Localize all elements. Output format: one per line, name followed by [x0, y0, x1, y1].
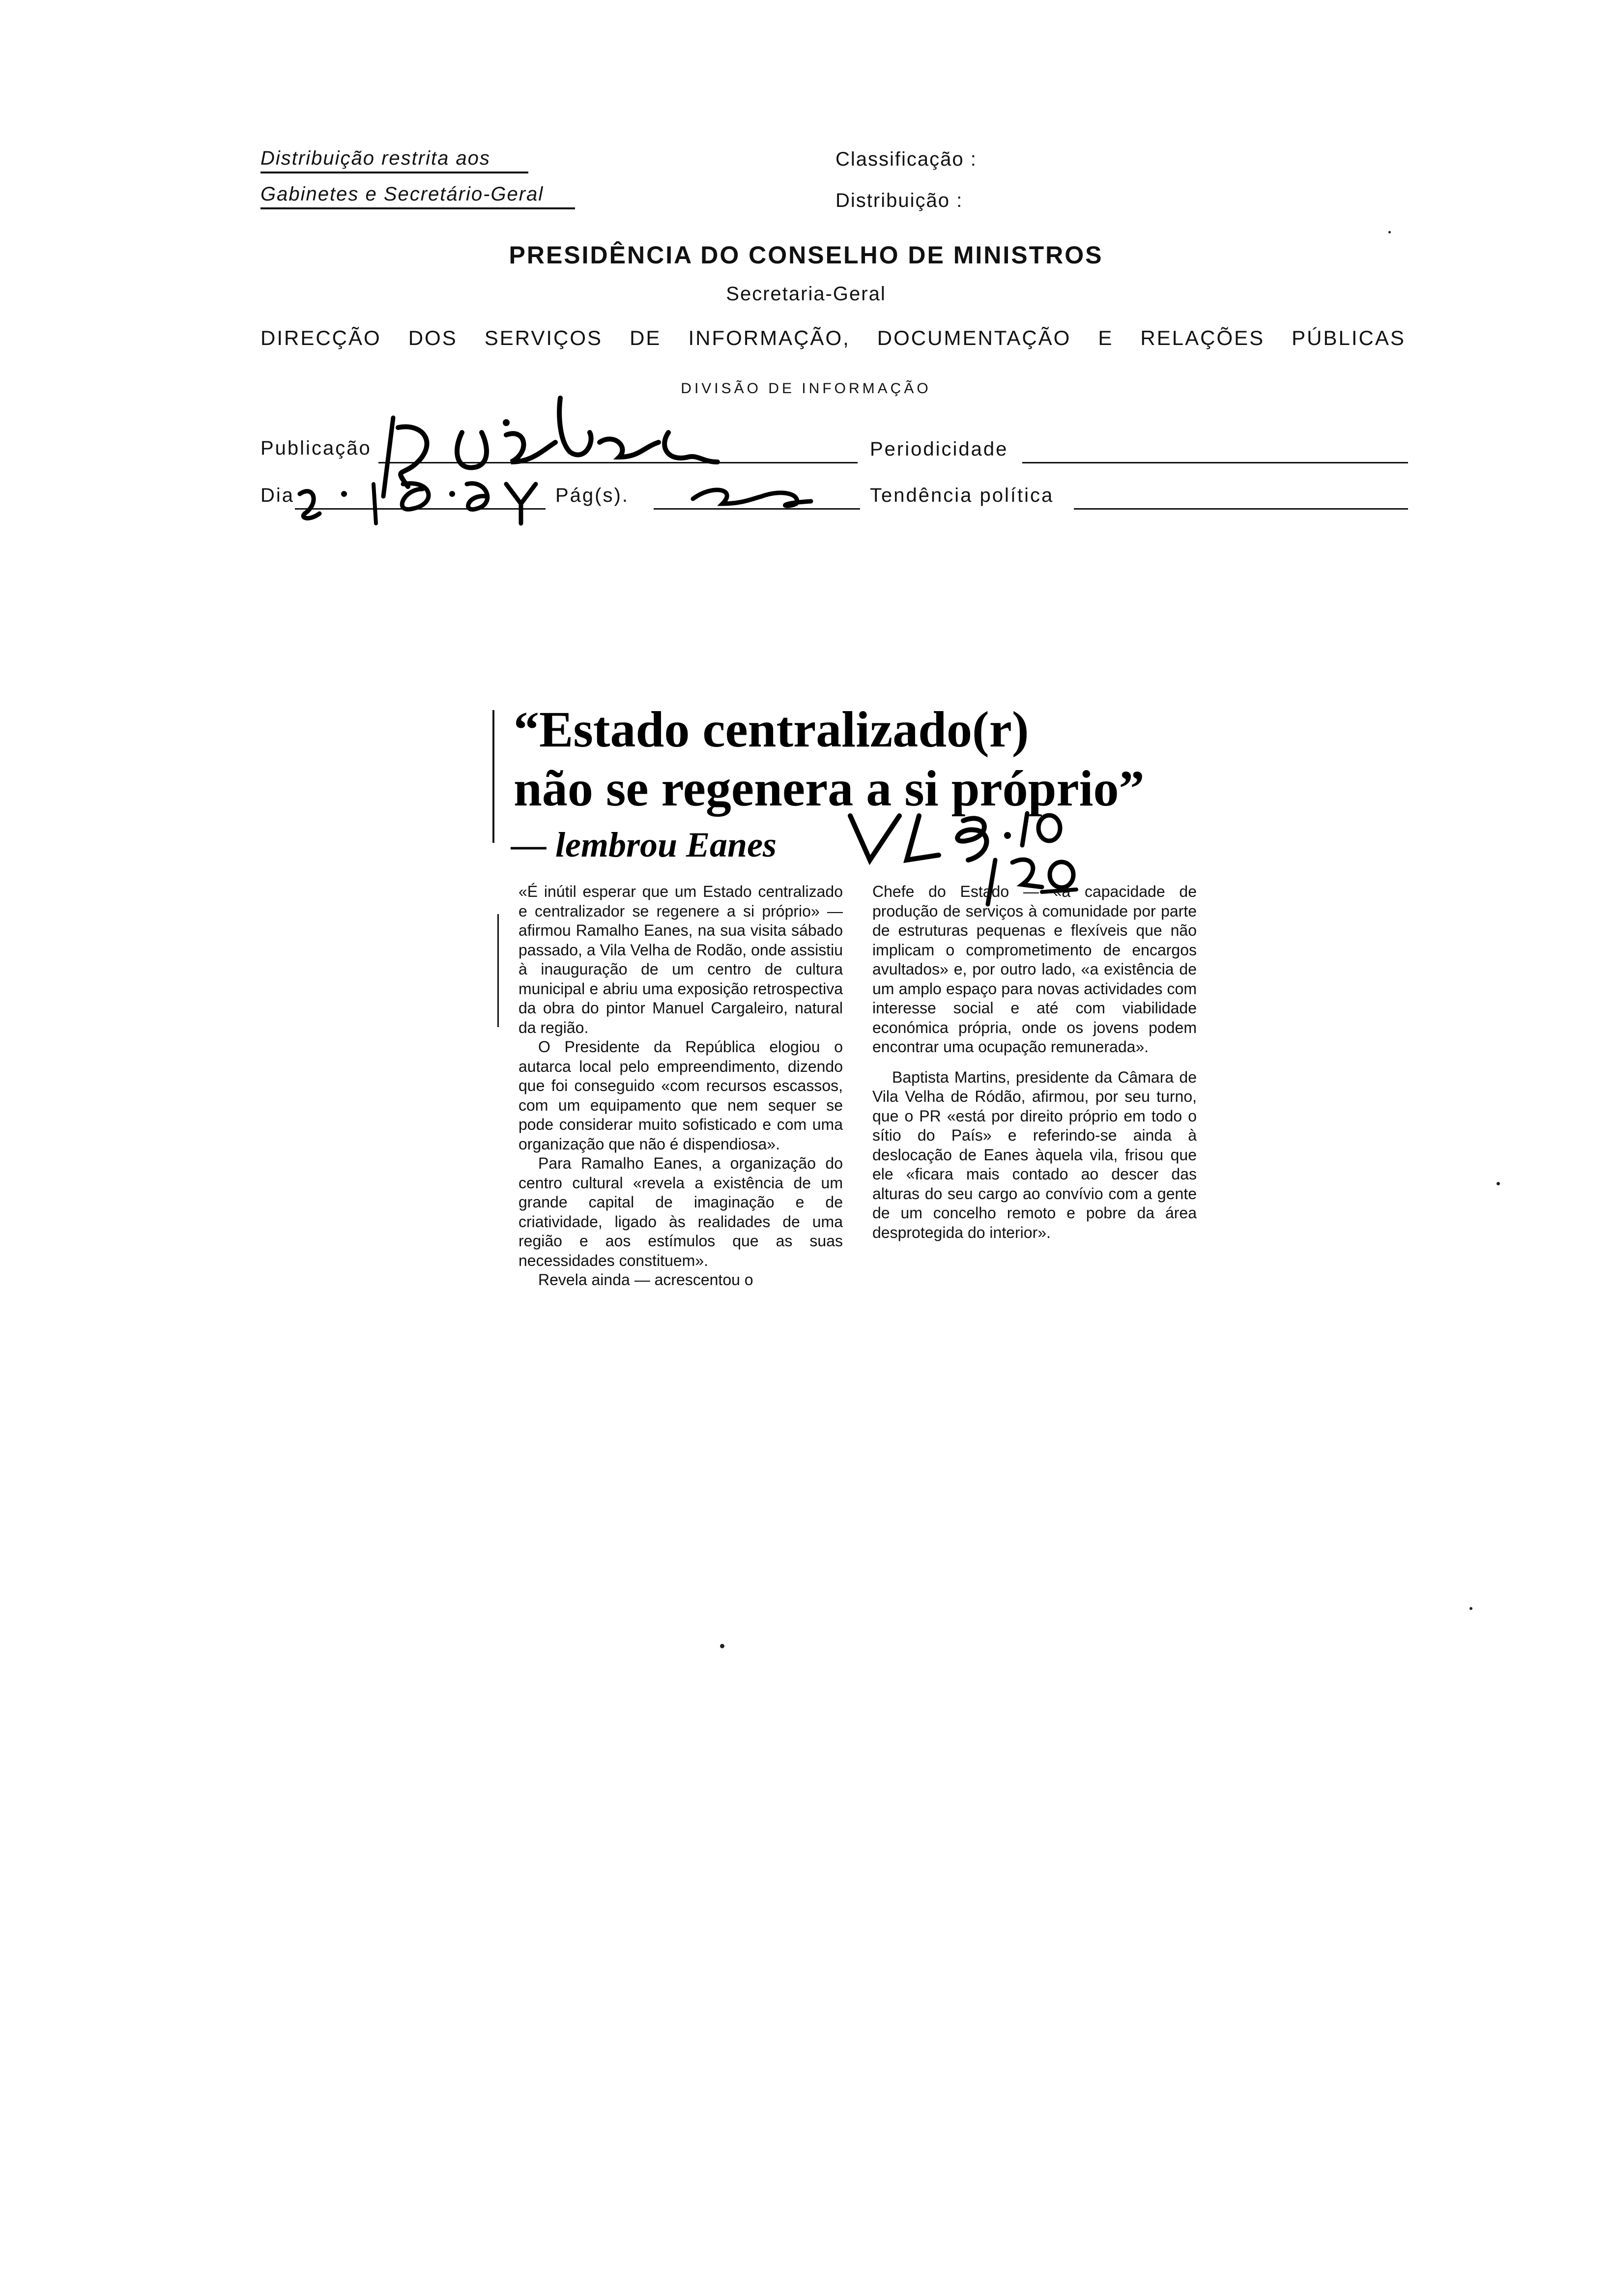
- clipping-edge-lower: [497, 914, 499, 1027]
- direccao-word: DOS: [408, 326, 458, 349]
- publicacao-label: Publicação: [260, 437, 372, 459]
- paragraph: O Presidente da República elogiou o autarca local pelo empreendimento, dizendo que foi conseguido «com recursos escassos, com um equipamento que nem sequer se pode considerar muito sofisticado e com uma organização que não é dispendiosa».: [518, 1038, 843, 1153]
- tendencia-line: [1074, 508, 1408, 510]
- clipping-edge: [492, 710, 494, 843]
- institution-title: PRESIDÊNCIA DO CONSELHO DE MINISTROS: [509, 241, 1103, 269]
- pags-label: Pág(s).: [555, 485, 629, 506]
- paragraph: Chefe do Estado — «a capacidade de produção de serviços à comunidade por parte de estruturas pequenas e flexíveis que não implicam o comprometimento de encargos avultados» e, por outro lado, «a existência de um amplo espaço para novas actividades com interesse social e até com viabilidade económica própria, onde os jovens podem encontrar uma ocupação remunerada».: [872, 883, 1197, 1056]
- direccao-word: DOCUMENTAÇÃO: [877, 326, 1071, 349]
- dia-label: Dia: [260, 485, 295, 506]
- secretaria-label: Secretaria-Geral: [726, 283, 886, 305]
- headline-line-1: “Estado centralizado(r): [514, 701, 1029, 758]
- headline-line-2: não se regenera a si próprio”: [514, 760, 1145, 817]
- paragraph: Revela ainda — acrescentou o: [538, 1271, 753, 1289]
- direccao-line: [260, 326, 1406, 350]
- direccao-word: SERVIÇOS: [484, 326, 603, 349]
- distribution-line-1: Distribuição restrita aos: [260, 147, 528, 173]
- scan-speck: [1497, 1182, 1500, 1185]
- article-column-1: [518, 882, 843, 1290]
- divisao-label: DIVISÃO DE INFORMAÇÃO: [681, 380, 931, 397]
- direccao-word: DIRECÇÃO: [260, 326, 381, 349]
- paragraph: «É inútil esperar que um Estado centralizado e centralizador se regenere a si próprio» — afirmou Ramalho Eanes, na sua visita sábado passado, a Vila Velha de Rodão, onde assistiu à inauguração de um centro de cultura municipal e abriu uma exposição retrospectiva da obra do pintor Manuel Cargaleiro, natural da região.: [518, 883, 843, 1036]
- distribuicao-label: Distribuição :: [835, 190, 963, 211]
- handwritten-page-number: [683, 479, 821, 514]
- article-column-2: [872, 882, 1197, 1242]
- paragraph: Para Ramalho Eanes, a organização do centro cultural «revela a existência de um grande capital de imaginação e de criatividade, ligado às realidades de uma região e aos estímulos que as suas necessidades constituem».: [518, 1154, 843, 1269]
- tendencia-label: Tendência política: [870, 485, 1054, 506]
- direccao-word: INFORMAÇÃO,: [688, 326, 850, 349]
- article-byline: — lembrou Eanes: [511, 825, 777, 864]
- scan-speck: [720, 1644, 724, 1648]
- direccao-word: RELAÇÕES: [1140, 326, 1265, 349]
- scan-speck: [1469, 1607, 1472, 1610]
- direccao-word: PÚBLICAS: [1292, 326, 1406, 349]
- periodicidade-line: [1022, 462, 1408, 463]
- direccao-word: E: [1098, 326, 1114, 349]
- article-headline: [514, 700, 1251, 818]
- periodicidade-label: Periodicidade: [870, 438, 1008, 460]
- scan-speck: [1388, 231, 1391, 233]
- paragraph: Baptista Martins, presidente da Câmara de Vila Velha de Ródão, afirmou, por seu turno, que o PR «está por direito próprio em todo o sítio do País» e referindo-se ainda à deslocação de Eanes àquela vila, frisou que ele «ficara mais contado ao descer das alturas do seu cargo ao convívio com a gente de um concelho remoto e pobre da área desprotegida do interior».: [872, 1068, 1197, 1241]
- distribution-line-2: Gabinetes e Secretário-Geral: [260, 183, 575, 209]
- direccao-word: DE: [630, 326, 662, 349]
- classificacao-label: Classificação :: [835, 148, 977, 170]
- handwritten-date: [290, 474, 546, 528]
- distribution-note: [260, 147, 575, 209]
